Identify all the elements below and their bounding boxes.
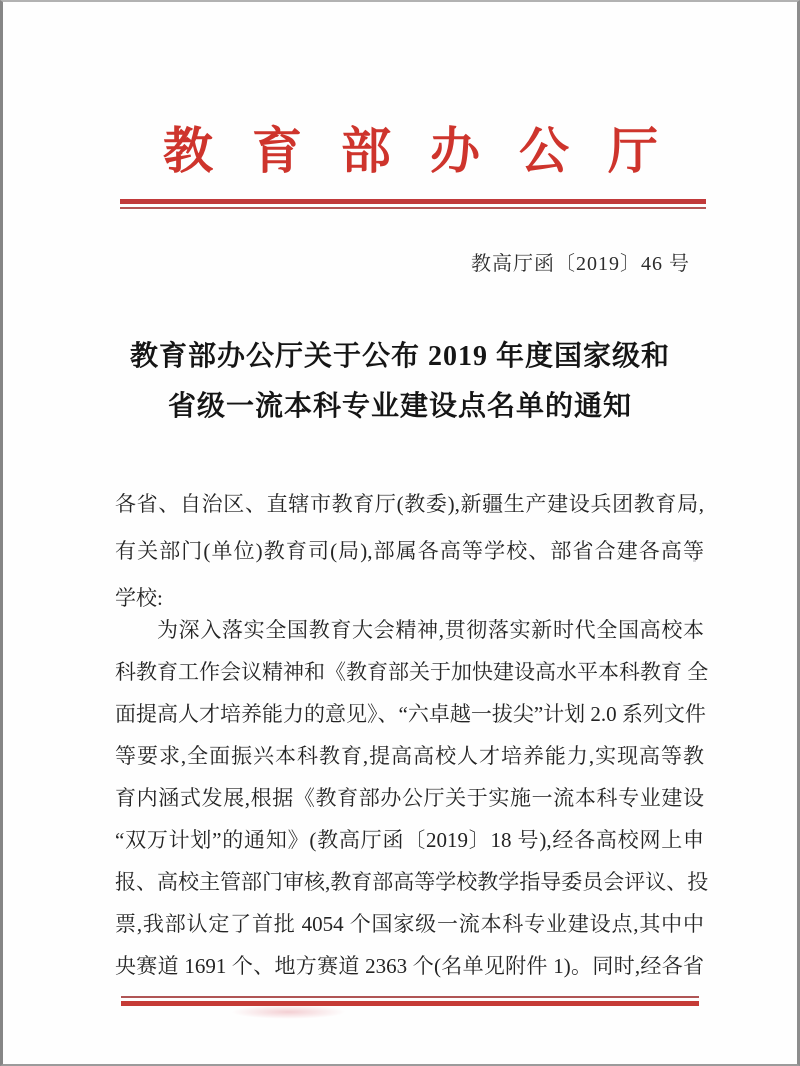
- agency-header: 教育部办公厅: [163, 123, 697, 179]
- document-title-line1: 教育部办公厅关于公布 2019 年度国家级和: [129, 341, 670, 372]
- body-line: 等要求,全面振兴本科教育,提高高校人才培养能力,实现高等教: [115, 744, 704, 768]
- recipient-line: 有关部门(单位)教育司(局),部属各高等学校、部省合建各高等: [115, 539, 704, 563]
- scan-ink-smudge: [231, 1005, 346, 1019]
- body-line: 育内涵式发展,根据《教育部办公厅关于实施一流本科专业建设: [115, 786, 704, 810]
- body-paragraph: [115, 609, 709, 987]
- footer-red-rule: [121, 996, 699, 1006]
- document-title: [3, 332, 797, 432]
- header-red-rule: [120, 199, 706, 209]
- body-line: 央赛道 1691 个、地方赛道 2363 个(名单见附件 1)。同时,经各省: [115, 954, 705, 978]
- body-line: 票,我部认定了首批 4054 个国家级一流本科专业建设点,其中中: [115, 912, 704, 936]
- body-line: 面提高人才培养能力的意见》、“六卓越一拔尖”计划 2.0 系列文件: [115, 702, 706, 726]
- document-title-line2: 省级一流本科专业建设点名单的通知: [167, 391, 632, 422]
- recipient-line: 学校:: [115, 586, 163, 610]
- recipients-block: [115, 481, 704, 622]
- body-line: 为深入落实全国教育大会精神,贯彻落实新时代全国高校本: [157, 618, 704, 642]
- document-number: 教高厅函〔2019〕46 号: [471, 253, 690, 275]
- body-line: “双万计划”的通知》(教高厅函〔2019〕18 号),经各高校网上申: [115, 828, 704, 852]
- body-line: 科教育工作会议精神和《教育部关于加快建设高水平本科教育 全: [115, 660, 709, 684]
- recipient-line: 各省、自治区、直辖市教育厅(教委),新疆生产建设兵团教育局,: [115, 492, 704, 516]
- body-line: 报、高校主管部门审核,教育部高等学校教学指导委员会评议、投: [115, 870, 709, 894]
- scan-speck: [693, 558, 696, 562]
